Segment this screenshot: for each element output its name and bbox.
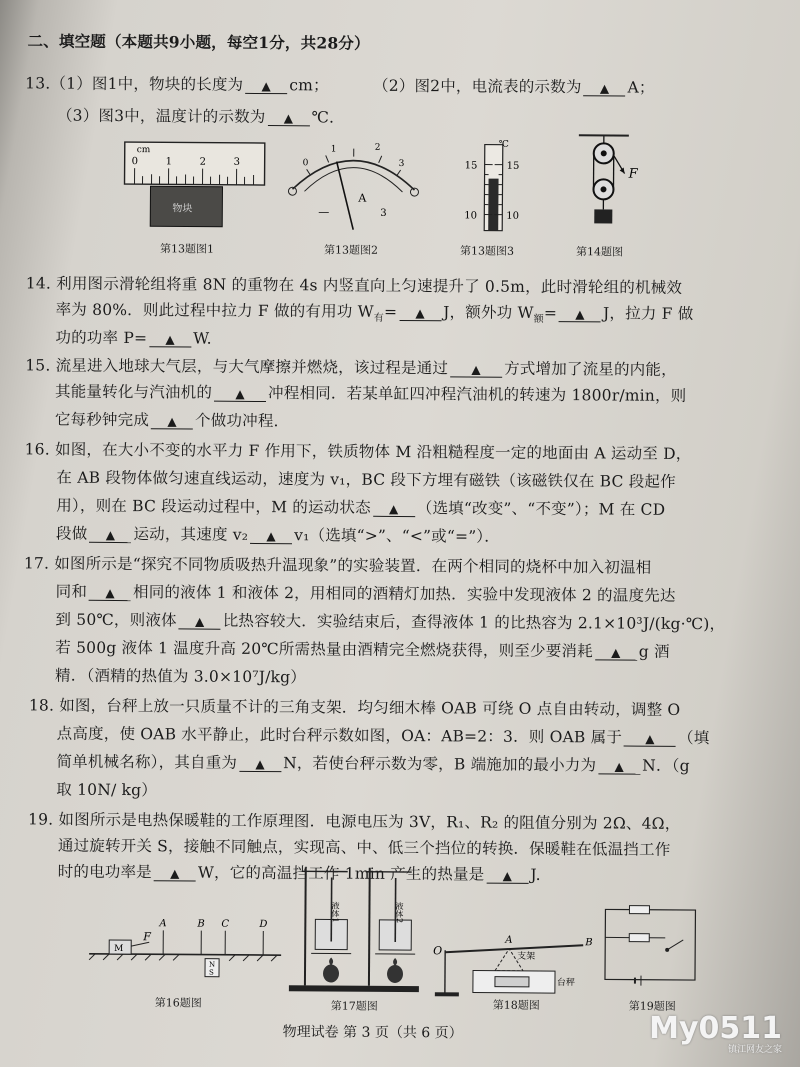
answer-blank[interactable]: ▲ — [373, 500, 415, 518]
answer-blank[interactable]: ▲ — [399, 304, 441, 322]
site-watermark-logo: My0511 镇江网友之家 — [649, 1011, 782, 1055]
question-17-line-3: 到 50℃，则液体 ▲ 比热容较大．实验结束后，查得液体 1 的比热容为 2.1×10³J/(kg·℃)， — [55, 610, 726, 634]
page-footer: 物理试卷 第 3 页（共 6 页） — [282, 1024, 463, 1042]
answer-blank[interactable]: ▲ — [154, 864, 196, 882]
svg-text:台秤: 台秤 — [556, 978, 575, 989]
answer-blank[interactable]: ▲ — [250, 527, 292, 545]
question-19-line-2: 通过旋转开关 S，接触不同触点，实现高、中、低三个挡位的转换．保暖鞋在低温挡工作 — [57, 836, 671, 859]
figure-caption: 第14题图 — [576, 245, 624, 259]
weight-block — [594, 209, 612, 223]
figure-caption: 第16题图 — [154, 996, 202, 1010]
svg-text:N: N — [209, 960, 216, 969]
question-17-line-4: 若 500g 液体 1 温度升高 20℃所需热量由酒精完全燃烧获得，则至少要消耗 ▲ g 酒 — [55, 638, 670, 661]
question-17-line-2: 同和 ▲ 相同的液体 1 和液体 2，用相同的酒精灯加热．实验中发现液体 2 的温度先达 — [55, 582, 676, 605]
ruler-tick-label: 1 — [165, 156, 173, 168]
answer-blank[interactable]: ▲ — [239, 755, 281, 773]
question-13-line-1: 13.（1）图1中，物块的长度为 ▲ cm； （2）图2中，电流表的示数为 ▲ A； — [25, 74, 655, 97]
answer-blank[interactable]: ▲ — [149, 330, 191, 348]
q19-figure — [595, 899, 706, 990]
q17-figure — [287, 861, 428, 1002]
svg-text:液体2: 液体2 — [394, 901, 405, 924]
ammeter-scale-label: 2 — [374, 142, 381, 153]
ammeter-needle — [336, 162, 353, 230]
question-19-line-1: 19. 如图所示是电热保暖鞋的工作原理图．电源电压为 3V，R₁、R₂ 的阻值分别为 2Ω、4Ω， — [28, 810, 681, 833]
thermometer-scale-label: 15 — [464, 160, 478, 172]
answer-blank[interactable]: ▲ — [559, 305, 601, 323]
ruler-tick-label: 2 — [199, 156, 207, 168]
ammeter-scale-label: 1 — [330, 144, 337, 155]
figure-caption: 第13题图1 — [160, 242, 215, 256]
question-18-line-4: 取 10N/ kg） — [56, 780, 158, 800]
ammeter-scale-label: 0 — [302, 158, 309, 169]
answer-blank[interactable]: ▲ — [267, 109, 309, 127]
answer-blank[interactable]: ▲ — [89, 526, 131, 544]
ammeter-figure — [278, 135, 429, 236]
ammeter-unit: A — [358, 191, 367, 205]
answer-blank[interactable]: ▲ — [245, 77, 287, 95]
question-18-line-3: 简单机械名称），其自重为 ▲ N，若使台秤示数为零，B 端施加的最小力为 ▲ N．（g — [56, 752, 690, 776]
answer-blank[interactable]: ▲ — [89, 584, 131, 602]
svg-text:A: A — [159, 918, 167, 930]
ammeter-terminal-3: 3 — [380, 207, 387, 219]
answer-blank[interactable]: ▲ — [486, 867, 528, 885]
question-13-line-2: （3）图3中，温度计的示数为 ▲ ℃. — [56, 106, 335, 127]
question-14-line-2: 率为 80%．则此过程中拉力 F 做的有用功 $W_有=$ ▲ J，额外功 $W_额=$ ▲ J，拉力 F 做 — [55, 300, 694, 326]
question-18-line-1: 18. 如图，台秤上放一只质量不计的三角支架．均匀细木棒 OAB 可绕 O 点自由转动，调整 O — [28, 696, 681, 719]
thermometer-figure — [450, 138, 541, 239]
block-label: 物块 — [172, 203, 193, 215]
svg-text:液体1: 液体1 — [330, 901, 341, 923]
figure-caption: 第13题图3 — [460, 244, 515, 258]
alcohol-lamp-2 — [387, 965, 403, 983]
resistor-r2 — [629, 934, 649, 942]
svg-text:B: B — [197, 918, 205, 930]
answer-blank[interactable]: ▲ — [179, 612, 221, 630]
question-15-line-2: 其能量转化与汽油机的 ▲ 冲程相同．若某单缸四冲程汽油机的转速为 1800r/min，则 — [54, 382, 687, 405]
force-label: F — [628, 166, 638, 182]
ammeter-terminal-minus: — — [318, 205, 330, 219]
svg-text:F: F — [143, 930, 151, 944]
question-15-line-1: 15. 流星进入地球大气层，与大气摩擦并燃烧，该过程是通过 ▲ 方式增加了流星的内能， — [25, 356, 677, 379]
figure-caption: 第13题图2 — [324, 243, 379, 257]
question-14-line-1: 14. 利用图示滑轮组将重 8N 的重物在 4s 内竖直向上匀速提升了 0.5m，此时滑轮组的机械效 — [25, 274, 683, 297]
thermometer-scale-label: 10 — [464, 210, 478, 222]
figure-caption: 第19题图 — [628, 999, 676, 1013]
section-title: 二、填空题（本题共9小题，每空1分，共28分） — [27, 31, 370, 53]
q18-figure — [433, 930, 593, 1001]
svg-text:支架: 支架 — [517, 951, 536, 962]
answer-blank[interactable]: ▲ — [595, 643, 637, 661]
ruler-tick-label: 3 — [233, 156, 241, 168]
answer-blank[interactable]: ▲ — [450, 360, 502, 378]
question-19-line-3: 时的电功率是 ▲ W，它的高温挡工作 1min 产生的热量是 ▲ J. — [57, 862, 541, 884]
question-16-line-4: 段做 ▲ 运动，其速度 v₂ ▲ v₁（选填“>”、“<”或“=”）． — [56, 524, 501, 546]
answer-blank[interactable]: ▲ — [151, 412, 193, 430]
thermometer-scale-label: 10 — [506, 210, 520, 222]
answer-blank[interactable]: ▲ — [598, 757, 640, 775]
exam-page — [14, 27, 791, 1062]
figure-caption: 第17题图 — [330, 999, 378, 1013]
ruler-tick-label: 0 — [131, 156, 139, 168]
question-17-line-5: 精．（酒精的热值为 3.0×10⁷J/kg） — [55, 666, 307, 687]
thermometer-scale-label: 15 — [506, 160, 520, 172]
question-15-line-3: 它每秒钟完成 ▲ 个做功冲程. — [54, 410, 279, 431]
answer-blank[interactable]: ▲ — [584, 79, 626, 97]
question-14-line-3: 功的功率 P= ▲ W. — [55, 328, 212, 348]
thermometer-unit: ℃ — [498, 139, 509, 150]
rotary-switch — [667, 940, 683, 950]
wooden-rod — [445, 944, 583, 953]
svg-text:M: M — [114, 943, 124, 955]
svg-text:D: D — [259, 919, 268, 931]
question-17-line-1: 17. 如图所示是“探究不同物质吸热升温现象”的实验装置．在两个相同的烧杯中加入初温相 — [23, 554, 652, 577]
question-18-line-2: 点高度，使 OAB 水平静止，此时台秤示数如图，OA：AB=2：3．则 OAB 属于 ▲ （填 — [56, 724, 710, 748]
ammeter-scale-label: 3 — [398, 158, 405, 170]
svg-text:A: A — [505, 934, 513, 946]
ruler-figure — [116, 138, 277, 239]
question-16-line-1: 16. 如图，在大小不变的水平力 F 作用下，铁质物体 M 沿粗糙程度一定的地面由 A 运动至 D， — [24, 440, 692, 464]
svg-text:C: C — [221, 918, 230, 930]
svg-text:S: S — [208, 968, 214, 977]
pulley-figure — [568, 129, 649, 234]
q16-figure — [85, 908, 285, 979]
question-16-line-2: 在 AB 段物体做匀速直线运动，速度为 v₁，BC 段下方埋有磁铁（该磁铁仅在 BC 段起作 — [56, 468, 676, 491]
ruler-unit-label: cm — [136, 145, 151, 156]
svg-text:B: B — [585, 937, 593, 949]
svg-text:O: O — [433, 944, 443, 958]
answer-blank[interactable]: ▲ — [214, 385, 266, 403]
figure-caption: 第18题图 — [492, 998, 540, 1012]
answer-blank[interactable]: ▲ — [624, 730, 676, 748]
thermometer-liquid — [488, 179, 498, 231]
resistor-r1 — [629, 906, 649, 914]
alcohol-lamp-1 — [323, 964, 339, 982]
question-16-line-3: 用），则在 BC 段运动过程中，M 的运动状态 ▲ （选填“改变”、“不变”）；M 在 CD — [56, 496, 666, 519]
